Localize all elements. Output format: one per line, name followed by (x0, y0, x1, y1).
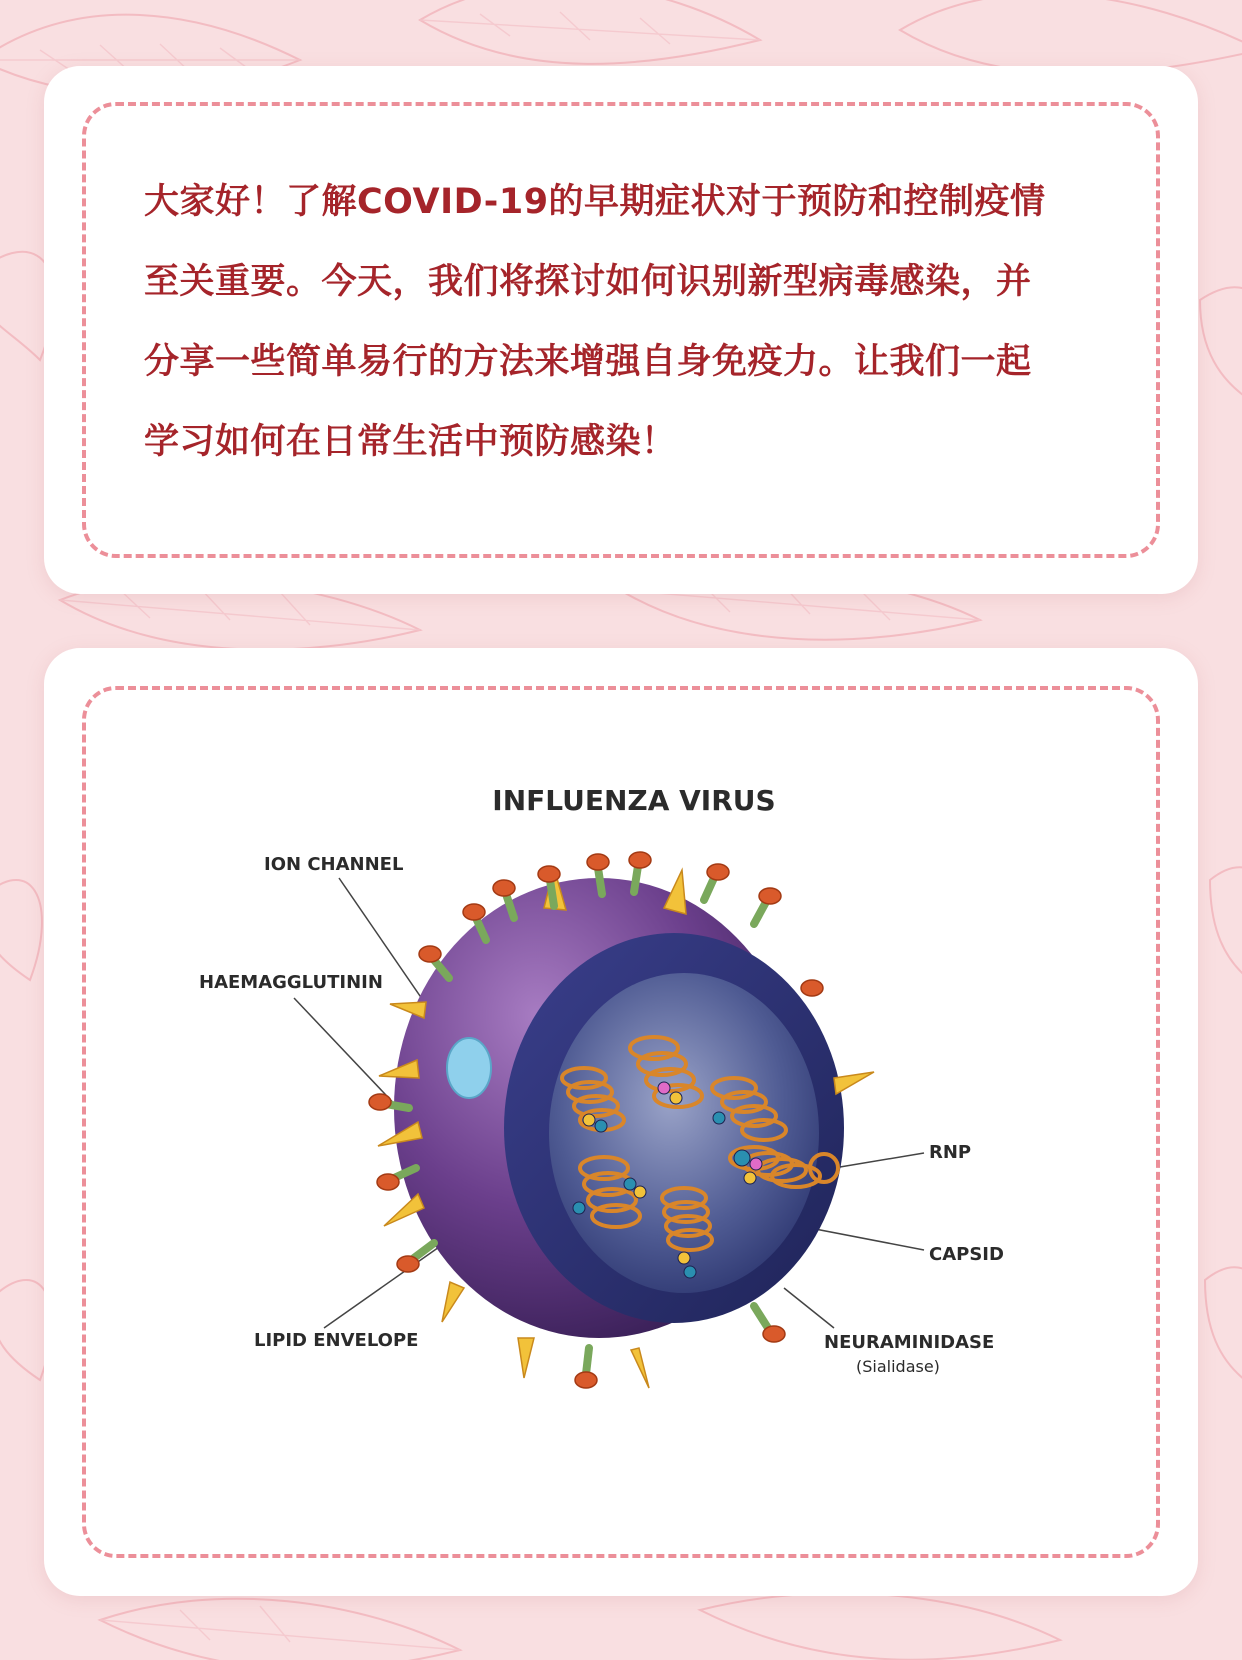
intro-line-2: 至关重要。今天，我们将探讨如何识别新型病毒感染，并 (144, 262, 1032, 302)
label-lipid-envelope: LIPID ENVELOPE (254, 1330, 419, 1351)
diagram-title: INFLUENZA VIRUS (492, 788, 776, 817)
label-ion-channel: ION CHANNEL (264, 854, 404, 875)
label-haemagglutinin: HAEMAGGLUTININ (199, 972, 383, 993)
intro-card (44, 66, 1198, 594)
label-rnp: RNP (929, 1142, 972, 1163)
neuraminidase-label-group (784, 1288, 994, 1376)
intro-line-3: 分享一些简单易行的方法来增强自身免疫力。让我们一起 (144, 342, 1032, 382)
influenza-virus-diagram (194, 788, 1054, 1428)
label-capsid: CAPSID (929, 1244, 1004, 1265)
ion-channel-shape (447, 1038, 491, 1098)
rnp-label-group (834, 1142, 971, 1168)
label-neuraminidase: NEURAMINIDASE (824, 1332, 995, 1353)
diagram-card (44, 648, 1198, 1596)
intro-paragraph (144, 162, 1144, 482)
intro-line-4: 学习如何在日常生活中预防感染！ (144, 422, 677, 462)
label-sialidase: (Sialidase) (856, 1357, 940, 1376)
intro-line-1: 大家好！了解COVID-19的早期症状对于预防和控制疫情 (144, 182, 1046, 222)
